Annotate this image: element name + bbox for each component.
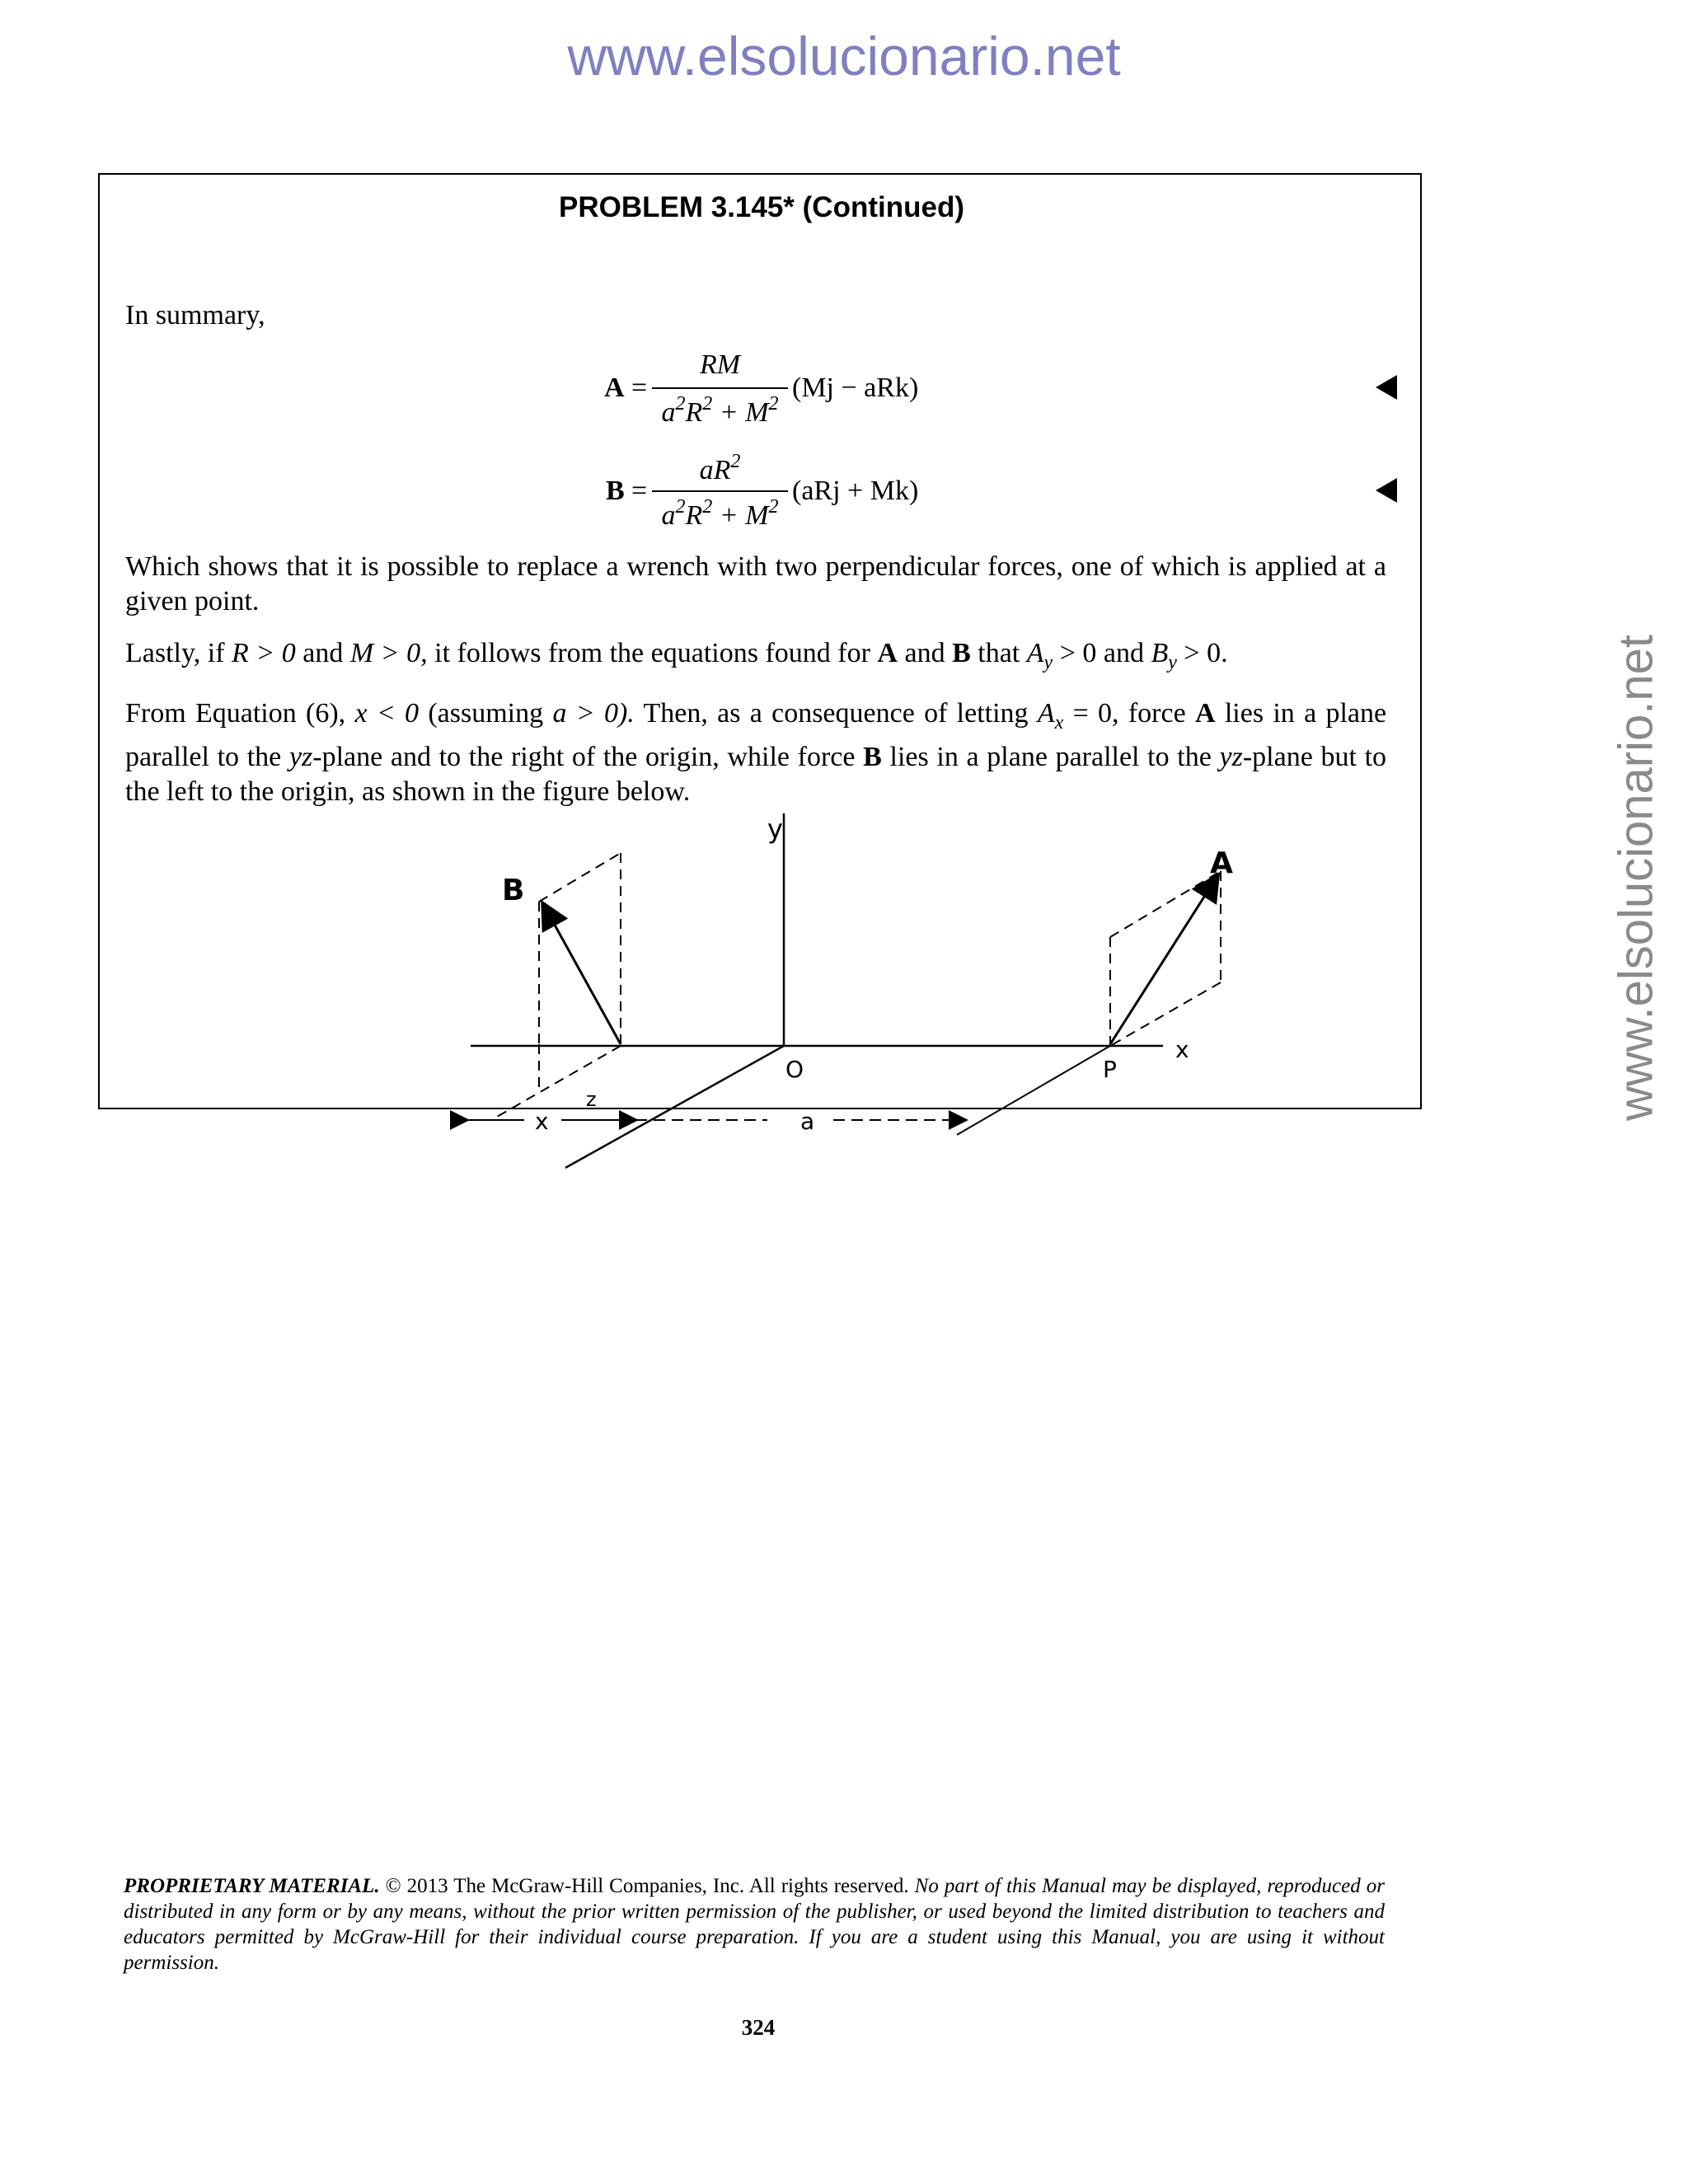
answer-marker-icon [1376,478,1397,503]
page-number: 324 [741,2015,776,2040]
label-a-dim: a [800,1108,815,1135]
eq-B-fraction-bar [652,490,788,492]
paragraph-3: From Equation (6), x < 0 (assuming a > 0). Then, as a consequence of letting $A_x = 0$, force A lies in a plane parallel to the yz-plane and to the right of the origin, while force B lies in a plane parallel to the yz-plane but to the left to the origin, as shown in the figure below. [125,698,1387,807]
label-P: P [1103,1056,1117,1083]
force-B-arrow [543,904,621,1044]
eq-A-denominator: $a^2R^2 + M^2$ [661,393,779,428]
z-axis-line [565,1046,784,1168]
summary-intro: In summary, [125,300,265,330]
force-diagram [363,805,1237,1135]
label-x-axis: x [1175,1036,1189,1063]
eq-B-equals: = [631,476,648,506]
eq-B-rhs: (aRj + Mk) [792,476,919,506]
eq-B-lhs: B [606,476,625,506]
copyright-footer: PROPRIETARY MATERIAL. © 2013 The McGraw-Hill Companies, Inc. All rights reserved. No part of this Manual may be displayed, reproduced or distributed in any form or by any means, without the prior written permission of the publisher, or used beyond the limited distribution to teachers and educators permitted by McGraw-Hill for their individual course preparation. If you are a student using this Manual, you are using it without permission. [124,1875,1385,1974]
label-B: B [502,874,525,907]
problem-box [98,173,1422,1135]
label-O: O [785,1056,804,1083]
eq-B-denominator: $a^2R^2 + M^2$ [661,496,779,531]
eq-A-rhs: (Mj − aRk) [792,373,919,403]
label-y: y [767,813,783,845]
eq-A-numerator: RM [699,349,741,380]
label-x-dim: x [535,1108,549,1135]
label-A: A [1210,846,1233,880]
paragraph-2: Lastly, if R > 0 and M > 0, it follows from the equations found for A and B that $A_y > 0$ and $B_y > 0$. [125,638,1228,673]
watermark-side: www.elsolucionario.net [1609,635,1663,1121]
eq-A-equals: = [631,373,648,403]
eq-B-numerator: $aR^2$ [699,451,741,485]
force-A-arrow [1110,876,1217,1044]
problem-title: PROBLEM 3.145* (Continued) [559,191,964,223]
eq-A-fraction-bar [652,387,788,389]
answer-marker-icon [1376,375,1397,400]
eq-A-lhs: A [604,373,625,403]
label-z: z [586,1088,597,1111]
paragraph-1: Which shows that it is possible to replace a wrench with two perpendicular forces, one of which is applied at a given point. [125,551,1386,616]
watermark-top: www.elsolucionario.net [567,26,1121,87]
